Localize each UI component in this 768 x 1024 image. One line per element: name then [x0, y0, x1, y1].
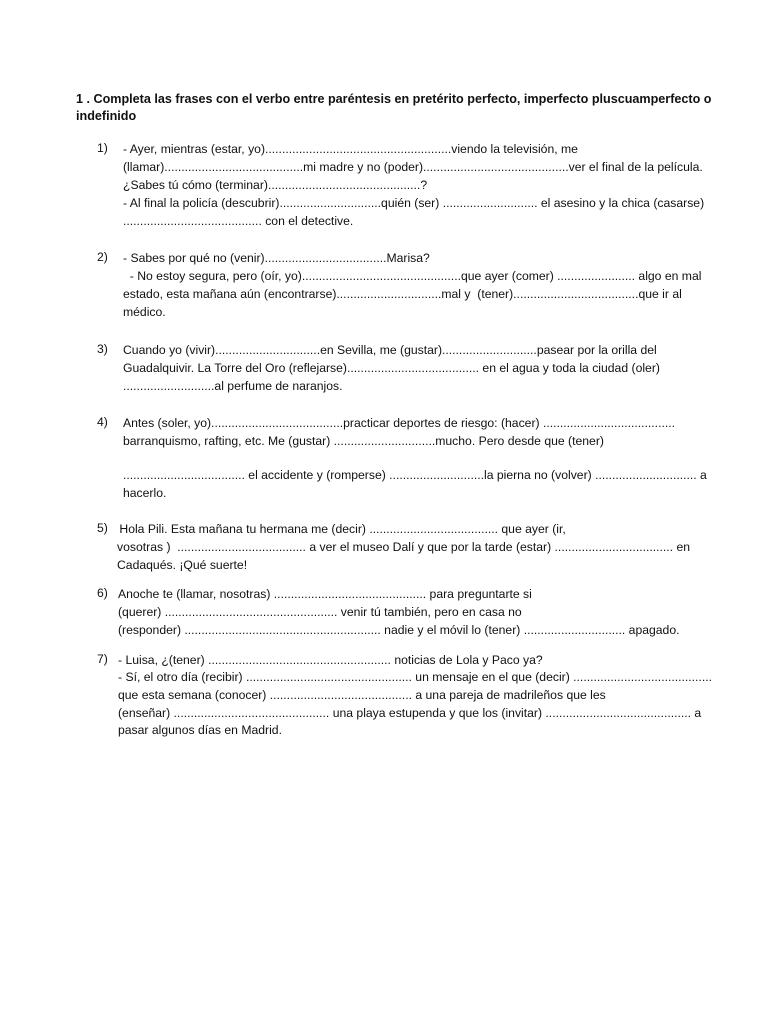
- item-line: Cadaqués. ¡Qué suerte!: [117, 558, 248, 572]
- item-line: - Sabes por qué no (venir)....................................Marisa?: [123, 251, 430, 265]
- item-number: 2): [97, 250, 108, 264]
- item-line: hacerlo.: [123, 486, 167, 500]
- item-line: (enseñar) .............................................. una playa estupenda y que los (invitar) ........................................... a: [118, 706, 702, 720]
- item-line: que esta semana (conocer) .......................................... a una pareja de madrileños que les: [118, 688, 606, 702]
- item-number: 4): [97, 415, 108, 429]
- item-number: 3): [97, 342, 108, 356]
- item-line: (responder) .......................................................... nadie y el móvil lo (tener) .............................. apagado.: [118, 623, 680, 637]
- item-line: - Sí, el otro día (recibir) ................................................. un mensaje en el que (decir) .........................................: [118, 670, 712, 684]
- item-line: ......................................... con el detective.: [123, 214, 354, 228]
- item-line: médico.: [123, 305, 166, 319]
- item-line: - Ayer, mientras (estar, yo).......................................................viendo la televisión, me: [123, 142, 578, 156]
- item-line: Hola Pili. Esta mañana tu hermana me (decir) ...................................... que ayer (ir,: [116, 522, 566, 536]
- item-line: ...........................al perfume de naranjos.: [123, 379, 343, 393]
- item-line: - Al final la policía (descubrir)..............................quién (ser) ............................ el asesino y la chica (casarse): [123, 196, 705, 210]
- item-number: 5): [97, 521, 108, 535]
- item-line: - Luisa, ¿(tener) ...................................................... noticias de Lola y Paco ya?: [118, 653, 543, 667]
- item-line: Cuando yo (vivir)...............................en Sevilla, me (gustar)............................pasear por la orilla del: [123, 343, 657, 357]
- item-line: Anoche te (llamar, nosotras) ............................................. para preguntarte si: [118, 587, 532, 601]
- item-line: barranquismo, rafting, etc. Me (gustar) ..............................mucho. Pero desde que (tener): [123, 434, 604, 448]
- item-number: 7): [97, 652, 108, 666]
- item-line: Antes (soler, yo).......................................practicar deportes de riesgo: (hacer) .......................................: [123, 416, 676, 430]
- item-line: vosotras ) ...................................... a ver el museo Dalí y que por la tarde (estar) ................................... en: [117, 540, 691, 554]
- item-line: pasar algunos días en Madrid.: [118, 723, 282, 737]
- item-line: - No estoy segura, pero (oír, yo)...............................................que ayer (comer) ....................... algo en mal: [123, 269, 702, 283]
- item-number: 1): [97, 141, 108, 155]
- item-number: 6): [97, 586, 108, 600]
- item-line: .................................... el accidente y (romperse) ............................la pierna no (volver) .............................. a: [123, 468, 707, 482]
- item-line: estado, esta mañana aún (encontrarse)...............................mal y (tener).....................................que ir al: [123, 287, 682, 301]
- exercise-title: 1 . Completa las frases con el verbo entre paréntesis en pretérito perfecto, imperfecto pluscuamperfecto o indefinido: [76, 92, 715, 123]
- item-line: (llamar).........................................mi madre y no (poder)...........................................ver el final de la película.: [123, 160, 703, 174]
- item-line: (querer) ................................................... venir tú también, pero en casa no: [118, 605, 522, 619]
- item-line: ¿Sabes tú cómo (terminar).............................................?: [123, 178, 428, 192]
- item-line: Guadalquivir. La Torre del Oro (reflejarse)....................................... en el agua y toda la ciudad (oler): [123, 361, 660, 375]
